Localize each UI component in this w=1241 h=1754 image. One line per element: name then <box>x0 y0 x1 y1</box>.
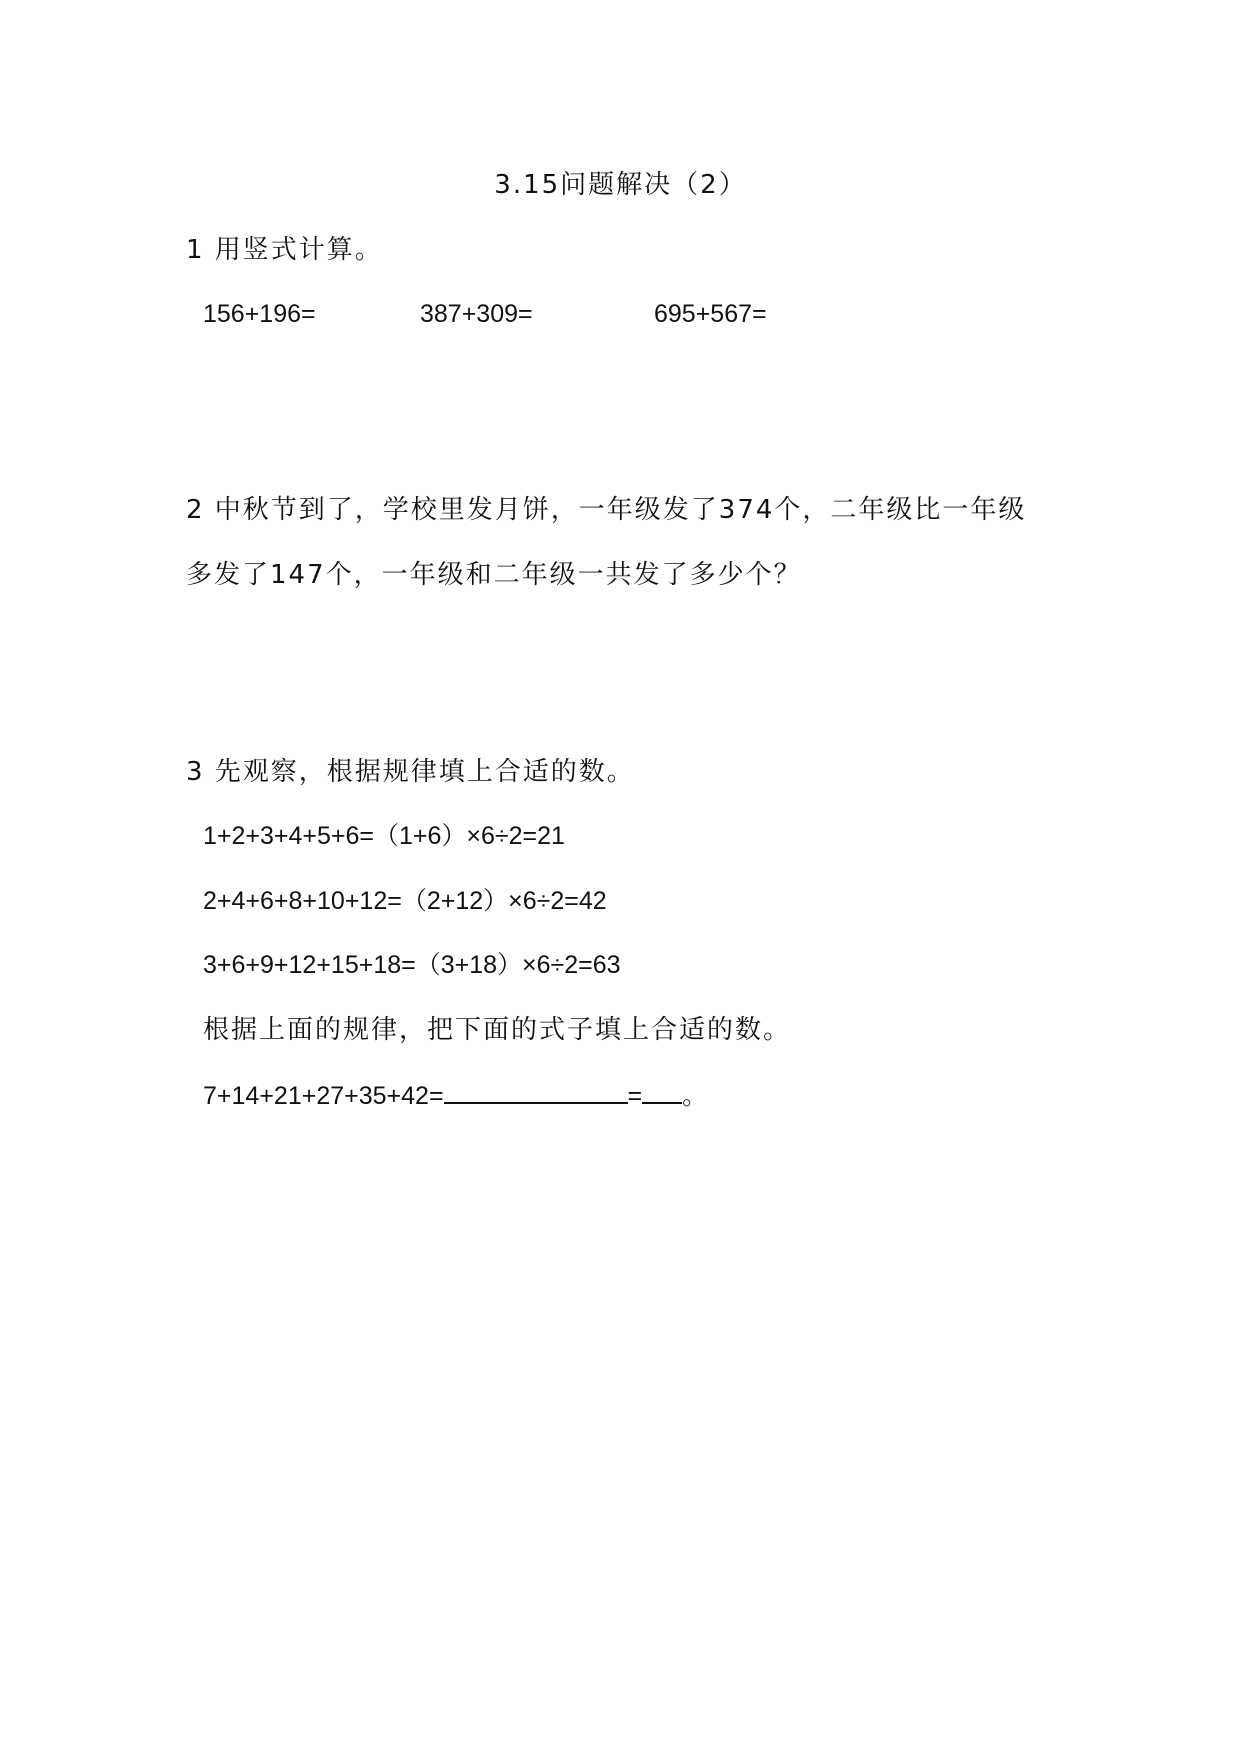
q3-example-2: 2+4+6+8+10+12=（2+12）×6÷2=42 <box>203 887 607 915</box>
q3-example-3: 3+6+9+12+15+18=（3+18）×6÷2=63 <box>203 951 621 979</box>
q1-item-2: 387+309= <box>420 300 533 328</box>
q3-task-end: 。 <box>682 1082 708 1110</box>
answer-blank-expression[interactable] <box>444 1078 628 1104</box>
q3-task-lhs: 7+14+21+27+35+42= <box>203 1082 444 1110</box>
page-title: 3.15问题解决（2） <box>494 170 747 200</box>
q3-prompt: 3 先观察，根据规律填上合适的数。 <box>186 757 635 787</box>
q1-item-1: 156+196= <box>203 300 316 328</box>
q1-prompt: 1 用竖式计算。 <box>186 235 383 265</box>
answer-blank-result[interactable] <box>642 1078 682 1104</box>
q3-example-1: 1+2+3+4+5+6=（1+6）×6÷2=21 <box>203 822 565 850</box>
q1-item-3: 695+567= <box>654 300 767 328</box>
q2-line-1: 2 中秋节到了，学校里发月饼，一年级发了374个，二年级比一年级 <box>186 495 1027 525</box>
q2-line-2: 多发了147个，一年级和二年级一共发了多少个？ <box>186 560 802 590</box>
q3-instruction: 根据上面的规律，把下面的式子填上合适的数。 <box>203 1015 792 1045</box>
q3-task-equals: = <box>627 1082 643 1110</box>
q3-task <box>203 1078 707 1113</box>
